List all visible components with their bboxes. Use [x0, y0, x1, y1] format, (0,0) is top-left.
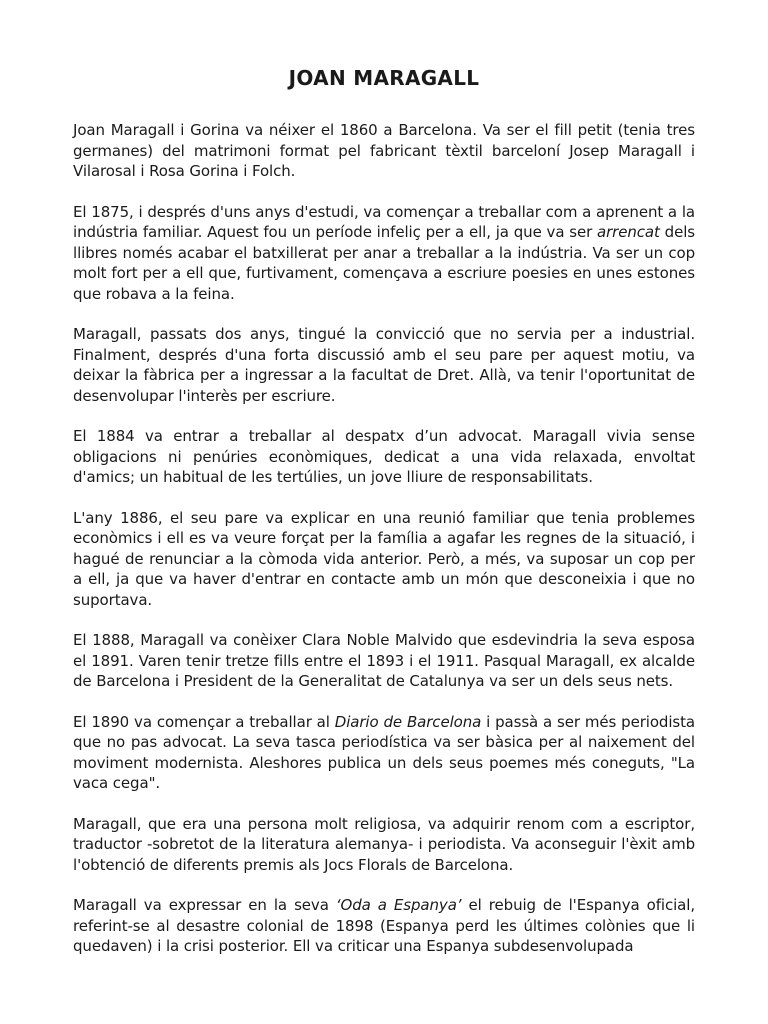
- paragraph-text: L'any 1886, el seu pare va explicar en una reunió familiar que tenia problemes econòmics i ell es va veure forçat per la família a agafar les regnes de la situació, i hagué de renunciar a la còmoda vida anterior. Però, a més, va suposar un cop per a ell, ja que va haver d'entrar en contacte amb un món que desconeixia i que no suportava.: [73, 508, 695, 609]
- paragraph: [73, 712, 695, 794]
- paragraph: [73, 202, 695, 305]
- paragraph-text: i passà a ser més periodista que no pas advocat. La seva tasca periodística va ser bàsica per al naixement del moviment modernista. Aleshores publica un dels seus poemes més coneguts, "La vaca cega".: [73, 712, 695, 792]
- paragraph: [73, 120, 695, 182]
- paragraph-text: Maragall, que era una persona molt religiosa, va adquirir renom com a escriptor, traductor -sobretot de la literatura alemanya- i periodista. Va aconseguir l'èxit amb l'obtenció de diferents premis als Jocs Florals de Barcelona.: [73, 814, 695, 874]
- paragraph: [73, 508, 695, 611]
- paragraph: [73, 814, 695, 876]
- document-title: JOAN MARAGALL: [288, 66, 480, 90]
- paragraph-text: Joan Maragall i Gorina va néixer el 1860 a Barcelona. Va ser el fill petit (tenia tres germanes) del matrimoni format pel fabricant tèxtil barceloní Josep Maragall i Vilarosal i Rosa Gorina i Folch.: [73, 121, 695, 180]
- paragraph-text: dels llibres només acabar el batxillerat per anar a treballar a la indústria. Va ser un cop molt fort per a ell que, furtivament, començava a escriure poesies en unes estones que robava a la feina.: [73, 223, 695, 303]
- paragraph-text: El 1890 va començar a treballar al: [73, 712, 335, 731]
- italic-text: arrencat: [597, 223, 660, 241]
- paragraph-text: Maragall, passats dos anys, tingué la convicció que no servia per a industrial. Finalment, després d'una forta discussió amb el seu pare per aquest motiu, va deixar la fàbrica per a ingressar a la facultat de Dret. Allà, va tenir l'oportunitat de desenvolupar l'interès per escriure.: [73, 325, 695, 405]
- paragraph-text: El 1875, i després d'uns anys d'estudi, va començar a treballar com a aprenent a la indústria familiar. Aquest fou un període infeliç per a ell, ja que va ser: [73, 202, 695, 241]
- paragraph-text: el rebuig de l'Espanya oficial, referint-se al desastre colonial de 1898 (Espanya perd les últimes colònies que li quedaven) i la crisi posterior. Ell va criticar una Espanya subdesenvolupada: [73, 896, 695, 955]
- paragraph: [73, 895, 695, 957]
- italic-text: ‘Oda a Espanya’: [335, 896, 462, 914]
- document-body: [73, 120, 695, 957]
- paragraph-text: El 1884 va entrar a treballar al despatx d’un advocat. Maragall vivia sense obligacions ni penúries econòmiques, dedicat a una vida relaxada, envoltat d'amics; un habitual de les tertúlies, un jove lliure de responsabilitats.: [73, 427, 695, 486]
- paragraph: [73, 630, 695, 692]
- paragraph: [73, 324, 695, 406]
- paragraph-text: El 1888, Maragall va conèixer Clara Noble Malvido que esdevindria la seva esposa el 1891. Varen tenir tretze fills entre el 1893 i el 1911. Pasqual Maragall, ex alcalde de Barcelona i President de la Generalitat de Catalunya va ser un dels seus nets.: [73, 631, 695, 690]
- paragraph-text: Maragall va expressar en la seva: [73, 896, 336, 914]
- italic-text: Diario de Barcelona: [334, 712, 482, 731]
- paragraph: [73, 426, 695, 488]
